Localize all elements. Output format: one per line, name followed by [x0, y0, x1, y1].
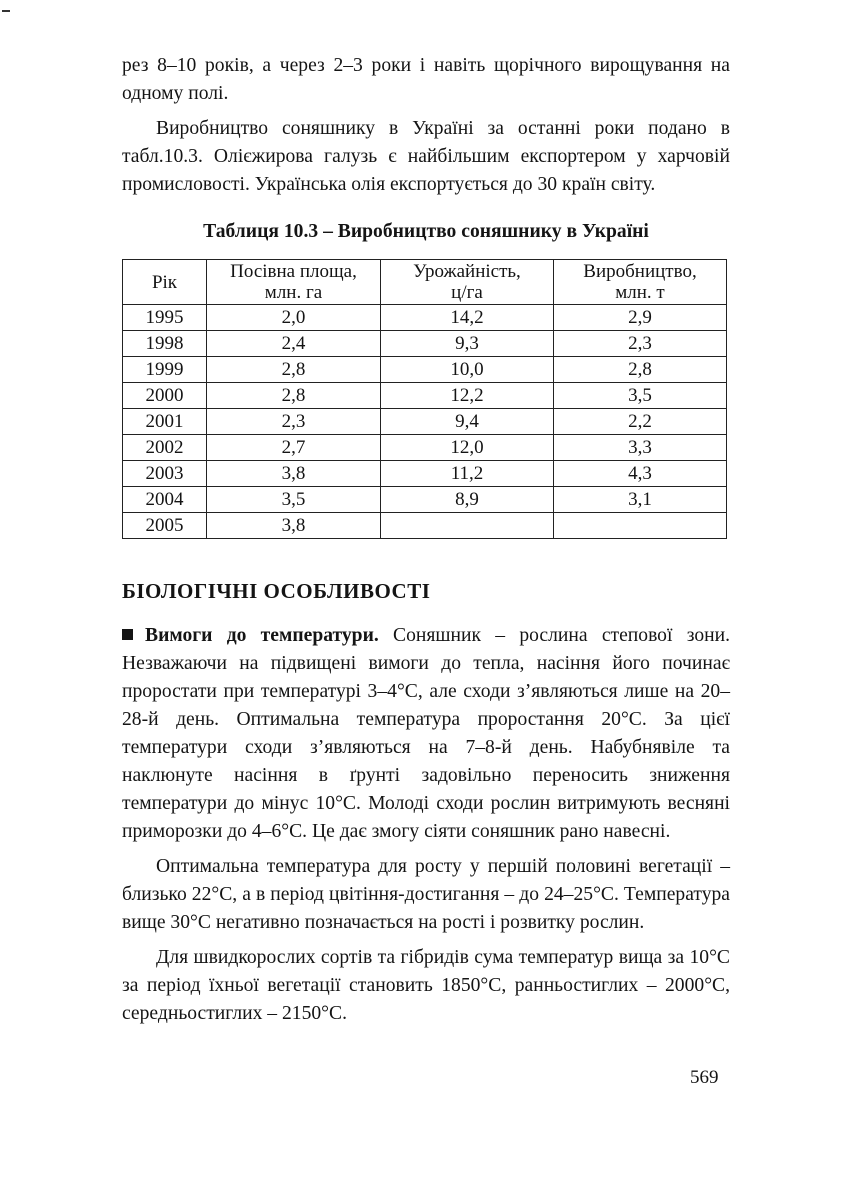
- cell-area: 2,3: [207, 409, 381, 435]
- cell-year: 1995: [123, 305, 207, 331]
- production-table: [122, 259, 727, 539]
- cell-yield: 8,9: [381, 487, 554, 513]
- top-paragraph: рез 8–10 років, а через 2–3 роки і навіть щорічного вирощування на одному полі.: [122, 55, 730, 104]
- cell-yield: [381, 513, 554, 539]
- table-row: [123, 487, 727, 513]
- cell-yield: 12,0: [381, 435, 554, 461]
- table-row: [123, 435, 727, 461]
- bullet-square-icon: [122, 629, 133, 640]
- cell-year: 1999: [123, 357, 207, 383]
- table-row: [123, 513, 727, 539]
- header-yield-line1: Урожайність,: [413, 261, 521, 282]
- header-yield: [381, 260, 554, 305]
- cell-yield: 10,0: [381, 357, 554, 383]
- table-caption: Таблиця 10.3 – Виробництво соняшнику в Україні: [203, 221, 649, 242]
- table-row: [123, 383, 727, 409]
- cell-year: 2005: [123, 513, 207, 539]
- cell-area: 2,8: [207, 383, 381, 409]
- header-year: [123, 260, 207, 305]
- cell-production: [554, 513, 727, 539]
- table-row: [123, 305, 727, 331]
- cell-year: 2003: [123, 461, 207, 487]
- section-heading: БІОЛОГІЧНІ ОСОБЛИВОСТІ: [122, 579, 431, 603]
- temperature-text: Соняшник – рослина степової зони. Незважаючи на підвищені вимоги до тепла, насіння його починає проростати при температурі 3–4°С, але сходи з’являються лише на 20–28-й день. Оптимальна температура проростання 20°С. За цієї температури сходи з’являються на 7–8-й день. Набубнявіле та наклюнуте насіння в ґрунті задовільно переносить зниження температури до мінус 10°С. Молоді сходи рослин витримують весняні приморозки до 4–6°С. Це дає змогу сіяти соняшник рано навесні.: [122, 625, 730, 842]
- cell-area: 2,4: [207, 331, 381, 357]
- cell-production: 2,2: [554, 409, 727, 435]
- cell-yield: 14,2: [381, 305, 554, 331]
- header-production-line2: млн. т: [615, 282, 665, 303]
- table-row: [123, 409, 727, 435]
- cell-production: 4,3: [554, 461, 727, 487]
- table-row: [123, 357, 727, 383]
- page-number: 569: [690, 1067, 719, 1088]
- cell-production: 3,5: [554, 383, 727, 409]
- cell-year: 2001: [123, 409, 207, 435]
- cell-production: 2,3: [554, 331, 727, 357]
- cell-year: 2002: [123, 435, 207, 461]
- cell-yield: 9,4: [381, 409, 554, 435]
- cell-production: 3,3: [554, 435, 727, 461]
- cell-production: 2,9: [554, 305, 727, 331]
- header-production-line1: Виробництво,: [583, 261, 697, 282]
- cell-production: 3,1: [554, 487, 727, 513]
- cell-yield: 9,3: [381, 331, 554, 357]
- header-area: [207, 260, 381, 305]
- header-production: [554, 260, 727, 305]
- temperature-lead: Вимоги до температури.: [145, 625, 379, 646]
- header-yield-line2: ц/га: [451, 282, 483, 303]
- table-row: [123, 331, 727, 357]
- header-area-line1: Посівна площа,: [230, 261, 357, 282]
- cell-year: 1998: [123, 331, 207, 357]
- cell-area: 2,0: [207, 305, 381, 331]
- header-year-label: Рік: [151, 271, 178, 293]
- cell-production: 2,8: [554, 357, 727, 383]
- cell-yield: 12,2: [381, 383, 554, 409]
- cell-area: 2,8: [207, 357, 381, 383]
- cell-area: 3,8: [207, 461, 381, 487]
- cell-area: 2,7: [207, 435, 381, 461]
- cell-yield: 11,2: [381, 461, 554, 487]
- header-area-line2: млн. га: [264, 282, 323, 303]
- cell-area: 3,8: [207, 513, 381, 539]
- intro-paragraph: Виробництво соняшнику в Україні за останні роки подано в табл.10.3. Олієжирова галузь є найбільшим експортером у харчовій промисловості. Українська олія експортується до 30 країн світу.: [122, 118, 730, 195]
- page-content: [122, 52, 730, 1028]
- cell-year: 2004: [123, 487, 207, 513]
- scan-mark: [2, 10, 10, 12]
- growth-paragraph: Оптимальна температура для росту у першій половині вегетації – близько 22°С, а в період цвітіння-достигання – до 24–25°С. Температура вище 30°С негативно позначається на рості і розвитку рослин.: [122, 856, 730, 933]
- table-header-row: [123, 260, 727, 305]
- temperature-paragraph: [122, 622, 730, 846]
- temperature-sum-paragraph: Для швидкорослих сортів та гібридів сума температур вища за 10°С за період їхньої вегетації становить 1850°С, ранньостиглих – 2000°С, середньостиглих – 2150°С.: [122, 947, 730, 1024]
- cell-year: 2000: [123, 383, 207, 409]
- cell-area: 3,5: [207, 487, 381, 513]
- table-row: [123, 461, 727, 487]
